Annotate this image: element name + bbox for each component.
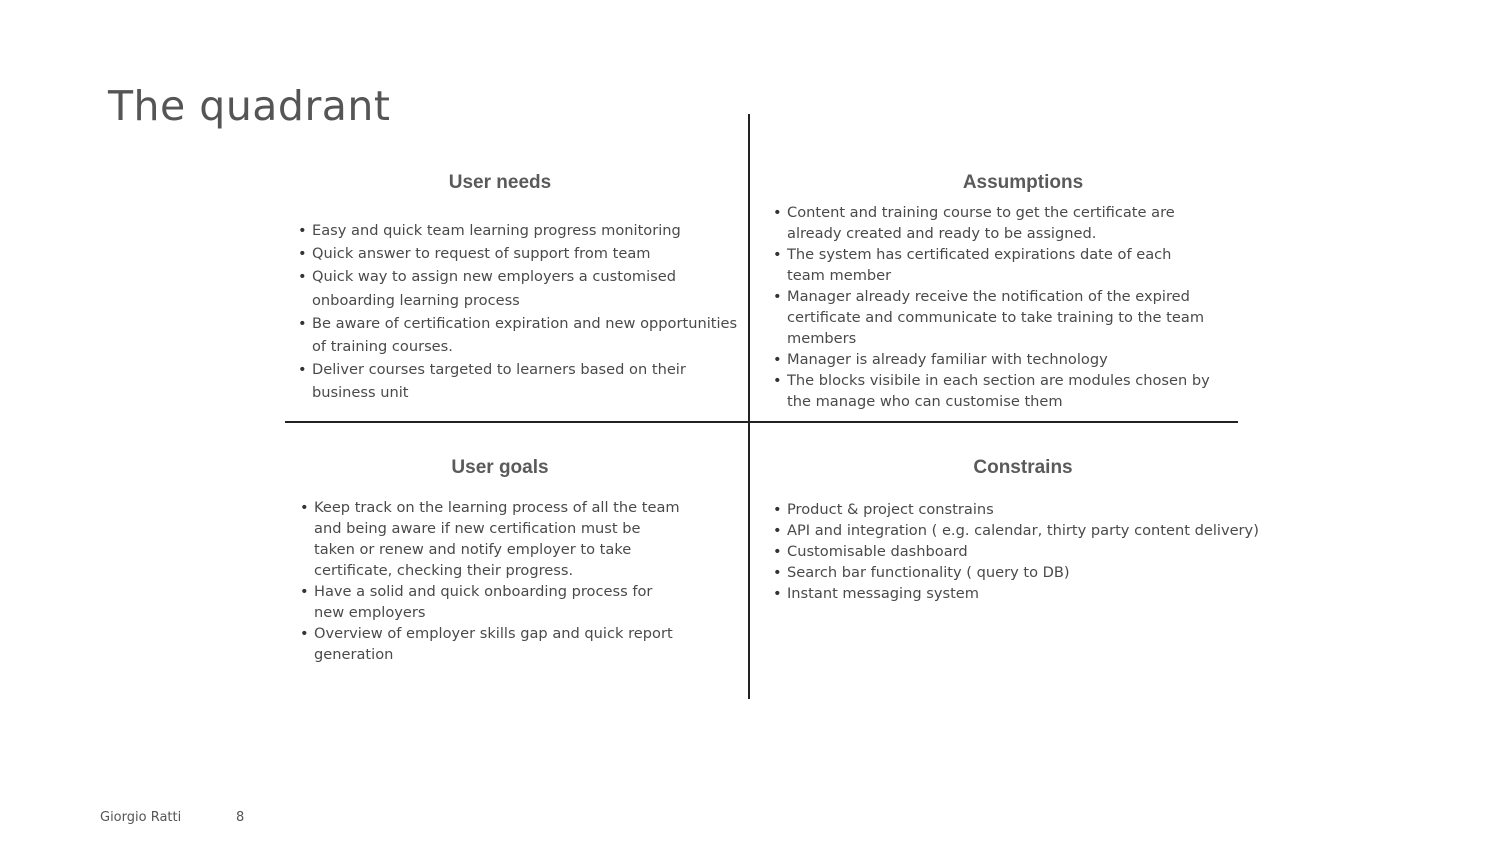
list-item: • Search bar functionality ( query to DB)	[773, 562, 1293, 583]
assumptions-heading: Assumptions	[962, 172, 1084, 193]
list-item: • Keep track on the learning process of all the team and being aware if new certification must be taken or renew and notify employer to take certificate, checking their progress.	[300, 497, 720, 581]
list-item: • The system has certificated expirations date of each team member	[773, 244, 1233, 286]
assumptions-list	[773, 202, 1233, 412]
list-item: • Deliver courses targeted to learners based on their business unit	[298, 358, 738, 404]
user-needs-heading: User needs	[448, 172, 552, 193]
list-item: • Overview of employer skills gap and quick report generation	[300, 623, 720, 665]
list-item: • Quick answer to request of support from team	[298, 242, 738, 265]
footer-author: Giorgio Ratti	[100, 810, 182, 825]
list-item: • The blocks visibile in each section are modules chosen by the manage who can customise them	[773, 370, 1233, 412]
user-needs-list	[298, 219, 738, 405]
list-item: • Customisable dashboard	[773, 541, 1293, 562]
list-item: • Manager already receive the notification of the expired certificate and communicate to take training to the team members	[773, 286, 1233, 349]
user-goals-list	[300, 497, 720, 665]
list-item: • Content and training course to get the certificate are already created and ready to be assigned.	[773, 202, 1233, 244]
list-item: • Manager is already familiar with technology	[773, 349, 1233, 370]
constrains-heading: Constrains	[973, 457, 1073, 478]
footer-page-number: 8	[236, 810, 245, 825]
list-item: • Instant messaging system	[773, 583, 1293, 604]
quadrant-vertical-axis	[748, 114, 750, 699]
list-item: • Product & project constrains	[773, 499, 1293, 520]
list-item: • Have a solid and quick onboarding process for new employers	[300, 581, 720, 623]
list-item: • Be aware of certification expiration and new opportunities of training courses.	[298, 312, 738, 358]
list-item: • API and integration ( e.g. calendar, thirty party content delivery)	[773, 520, 1293, 541]
slide-title: The quadrant	[108, 82, 391, 130]
constrains-list	[773, 499, 1293, 604]
user-goals-heading: User goals	[451, 457, 549, 478]
list-item: • Quick way to assign new employers a customised onboarding learning process	[298, 265, 738, 311]
quadrant-horizontal-axis	[285, 421, 1238, 423]
list-item: • Easy and quick team learning progress monitoring	[298, 219, 738, 242]
